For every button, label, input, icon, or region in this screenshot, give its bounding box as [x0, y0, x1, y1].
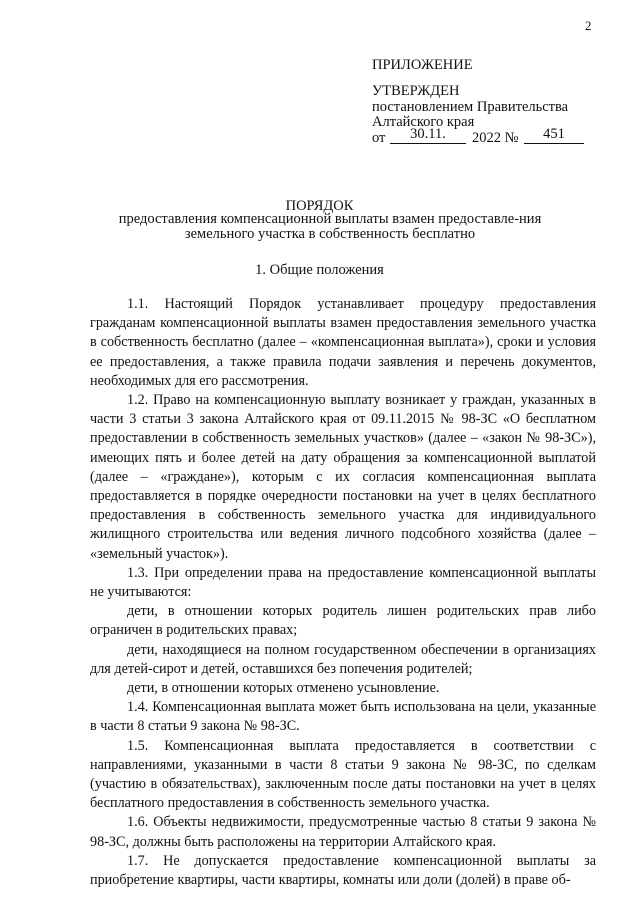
paragraph: 1.7. Не допускается предоставление компенсационной выплаты за приобретение квартиры, части квартиры, комнаты или доли (долей) в праве об- [90, 852, 596, 889]
approved-label: УТВЕРЖДЕН [372, 83, 460, 99]
approval-date: 30.11. [390, 127, 466, 144]
paragraph: 1.4. Компенсационная выплата может быть использована на цели, указанные в части 8 статьи 9 закона № 98-ЗС. [90, 699, 596, 735]
section-heading: 1. Общие положения [255, 262, 384, 278]
date-prefix: от [372, 130, 386, 146]
document-subtitle: предоставления компенсационной выплаты взамен предоставле-ния земельного участка в собственность бесплатно [118, 211, 542, 242]
paragraph: 1.2. Право на компенсационную выплату возникает у граждан, указанных в части 3 статьи 3 закона Алтайского края от 09.11.2015 № 98-ЗС «О бесплатном предоставлении в собственность земельных участков» (далее – «закон № 98-ЗС»), имеющих пять и более детей на дату обращения за компенсационной выплатой (далее – «граждане»), которым с их согласия компенсационная выплата предоставляется в порядке очередности постановки на учет в целях бесплатного предоставления в собственность земельного участка для индивидуального жилищного строительства или ведения личного подсобного хозяйства (далее – «земельный участок»). [90, 392, 596, 562]
approval-number: 451 [524, 127, 584, 144]
paragraph: дети, в отношении которых родитель лишен родительских прав либо ограничен в родительских правах; [90, 603, 596, 639]
document-body [90, 295, 596, 890]
page-number: 2 [585, 18, 592, 33]
paragraph: дети, находящиеся на полном государственном обеспечении в организациях для детей-сирот и детей, оставшихся без попечения родителей; [90, 641, 596, 677]
paragraph: 1.6. Объекты недвижимости, предусмотренные частью 8 статьи 9 закона № 98-ЗС, должны быть расположены на территории Алтайского края. [90, 814, 596, 850]
paragraph: 1.5. Компенсационная выплата предоставляется в соответствии с направлениями, указанными в части 8 статьи 9 закона № 98-ЗС, по сделкам (участию в обязательствах), заключенным после даты постановки на учет в целях бесплатного предоставления в собственность земельного участка. [90, 737, 596, 812]
year-label: 2022 № [472, 130, 519, 146]
paragraph: дети, в отношении которых отменено усыновление. [127, 680, 440, 697]
document-title: ПОРЯДОК [285, 198, 354, 214]
paragraph: 1.1. Настоящий Порядок устанавливает процедуру предоставления гражданам компенсационной выплаты взамен предоставления земельного участка в собственность бесплатно (далее – «компенсационная выплата»), сроки и условия ее предоставления, а также правила подачи заявления и перечень документов, необходимых для его рассмотрения. [90, 296, 596, 389]
appendix-label: ПРИЛОЖЕНИЕ [372, 57, 473, 73]
paragraph: 1.3. При определении права на предоставление компенсационной выплаты не учитываются: [90, 564, 596, 601]
approval-line-2: Алтайского края [372, 114, 475, 130]
approval-line-1: постановлением Правительства [372, 99, 569, 115]
